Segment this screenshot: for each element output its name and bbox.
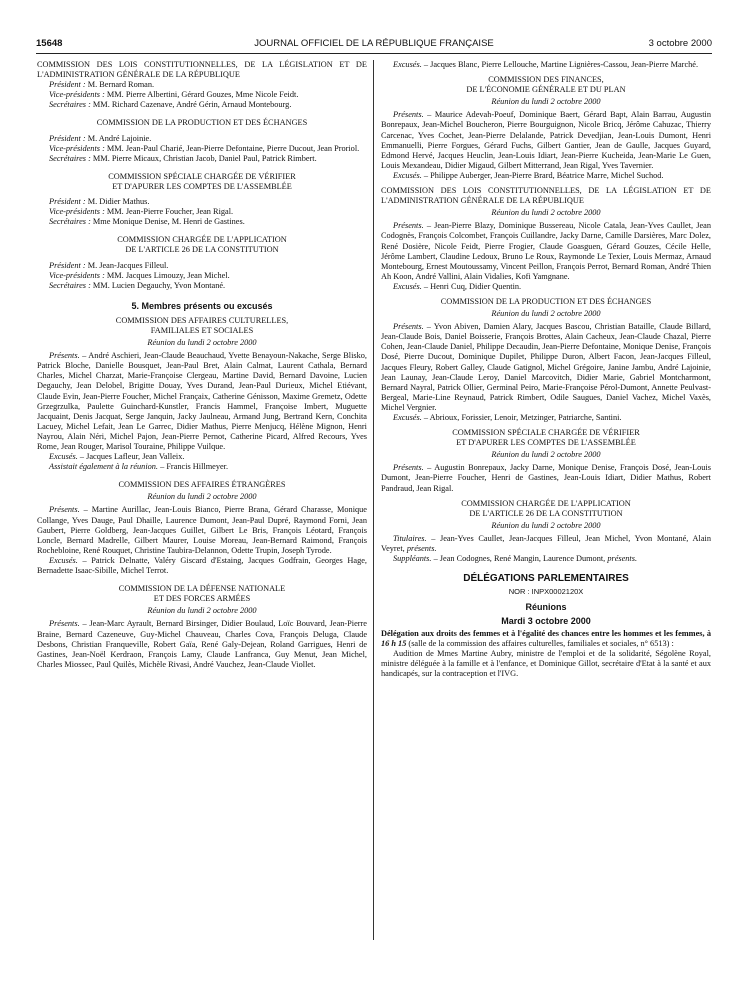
meeting-date: Réunion du lundi 2 octobre 2000 [491,520,601,530]
present-list: Présents. – Maurice Adevah-Poeuf, Dominique Baert, Gérard Bapt, Alain Barrau, Augustin Bonrepaux, Jean-Michel Boucheron, Pierre Bourguignon, Nicole Bricq, Jérôme Cahuzac, Thierry Carcenac, Yves Cochet, Jean-Pierre Delalande, Patrick Devedjian, Jean-Louis Dumont, Henri Emmanuelli, Pierre Forgues, Gérard Fuchs, Gilbert Gantier, Jean de Gaulle, Jacques Guyard, Edmond Hervé, Jacques Heuclin, Jean-Louis Idiart, Jean-Pierre Kucheida, Jean-Marie Le Guen, Louis Mexandeau, Didier Migaud, Gilbert Mitterrand, Jean Rigal, Yves Tavernier. [381,110,711,170]
delegation-entry: Délégation aux droits des femmes et à l'égalité des chances entre les hommes et les femmes, à 16 h 15 (salle de la commission des affaires culturelles, familiales et sociales, n° 6513) : [381,628,711,648]
section-title: COMMISSION DE LA DÉFENSE NATIONALE [118,584,286,594]
date-heading: Mardi 3 octobre 2000 [501,615,591,626]
meeting-date: Réunion du lundi 2 octobre 2000 [491,450,601,460]
titulaires-list: Titulaires. – Jean-Yves Caullet, Jean-Jacques Filleul, Jean Michel, Yvon Montané, Alain Veyret, présents. [381,533,711,554]
president-line: Président : M. André Lajoinie. [49,133,152,143]
suppleants-list: Suppléants. – Jean Codognes, René Mangin, Laurence Dumont, présents. [393,554,638,564]
vice-presidents-line: Vice-présidents : MM. Jacques Limouzy, Jean Michel. [49,270,230,280]
section-title: COMMISSION DE LA PRODUCTION ET DES ÉCHANGES [96,118,308,128]
present-list: Présents. – Augustin Bonrepaux, Jacky Darne, Monique Denise, François Dosé, Jean-Louis Dumont, Jean-Pierre Foucher, Henri de Gastines, Jean-Louis Idiart, Didier Mathus, Robert Pandraud, Jean Rigal. [381,463,711,493]
left-column [37,60,367,670]
section-title: COMMISSION CHARGÉE DE L'APPLICATION [117,235,287,245]
nor-reference: NOR : INPX0002120X [508,587,584,597]
section-title: DE L'ARTICLE 26 DE LA CONSTITUTION [125,245,279,255]
section-title: COMMISSION SPÉCIALE CHARGÉE DE VÉRIFIER [452,428,640,438]
section-title: COMMISSION DES LOIS CONSTITUTIONNELLES, DE LA LÉGISLATION ET DE L'ADMINISTRATION GÉNÉRALE DE LA RÉPUBLIQUE [37,60,367,80]
section-title: COMMISSION SPÉCIALE CHARGÉE DE VÉRIFIER [108,171,296,181]
vice-presidents-line: Vice-présidents : MM. Jean-Pierre Foucher, Jean Rigal. [49,207,234,217]
section-title: COMMISSION DES FINANCES, [488,75,604,85]
section-title: COMMISSION DE LA PRODUCTION ET DES ÉCHANGES [440,296,652,306]
excused-list: Excusés. – Philippe Auberger, Jean-Pierre Brard, Béatrice Marre, Michel Suchod. [393,170,664,180]
section-title: COMMISSION DES LOIS CONSTITUTIONNELLES, DE LA LÉGISLATION ET DE L'ADMINISTRATION GÉNÉRALE DE LA RÉPUBLIQUE [381,186,711,206]
page-number: 15648 [36,38,63,49]
also-attending: Assistait également à la réunion. – Francis Hillmeyer. [49,462,229,472]
meeting-date: Réunion du lundi 2 octobre 2000 [491,97,601,107]
section-title: ET D'APURER LES COMPTES DE L'ASSEMBLÉE [456,438,636,448]
secretaries-line: Secrétaires : Mme Monique Denise, M. Henri de Gastines. [49,217,245,227]
president-line: Président : M. Didier Mathus. [49,197,150,207]
reunions-heading: Réunions [525,602,567,613]
section-title: COMMISSION DES AFFAIRES CULTURELLES, [115,315,289,325]
right-column [381,60,711,679]
section-title: FAMILIALES ET SOCIALES [150,325,254,335]
present-list: Présents. – Jean-Pierre Blazy, Dominique Bussereau, Nicole Catala, Jean-Yves Caullet, Jean Codognès, François Colcombet, François Cuillandre, Jacky Darne, Camille Darsières, Marc Dolez, René Dosière, Nicole Feidt, Pierre Frogier, Claude Goasguen, Gérard Gouzes, Cécile Helle, Jérôme Lambert, Claudine Ledoux, Bruno Le Roux, Raymonde Le Texier, Louis Mermaz, Arnaud Montebourg, Ernest Moutoussamy, Vincent Peillon, François Perrot, Bernard Roman, André Thien Ah Koon, André Vallini, Alain Vidalies, Kofi Yamgnane. [381,221,711,281]
excused-list: Excusés. – Jacques Lafleur, Jean Valleix. [49,452,185,462]
section-title: COMMISSION CHARGÉE DE L'APPLICATION [461,498,631,508]
present-list: Présents. – Yvon Abiven, Damien Alary, Jacques Bascou, Christian Bataille, Claude Billard, Jean-Claude Bois, Daniel Boisserie, François Brottes, Alain Cacheux, Jean-Claude Chazal, Pierre Cohen, Jean-Claude Daniel, Philippe Decaudin, Jean-Pierre Defontaine, Monique Denise, François Dosé, Pierre Ducout, Dominique Dupilet, Philippe Duron, Albert Facon, Jean-Jacques Filleul, Jacques Fleury, Robert Galley, Claude Gatignol, Michel Grégoire, Janine Jambu, André Lajoinie, Jean Launay, Jean-Claude Leroy, Daniel Marcovitch, Didier Marie, Gabriel Montcharmont, Bernard Nayral, Patrick Ollier, Germinal Peiro, Marie-Françoise Pérol-Dumont, Annette Peulvast-Bergeal, Marie-Line Reynaud, Patrick Rimbert, Odile Saugues, Daniel Vachez, Michel Vaxès, Michel Vergnier. [381,322,711,412]
excused-list: Excusés. – Henri Cuq, Didier Quentin. [393,281,522,291]
excused-list: Excusés. – Abrioux, Forissier, Lenoir, Metzinger, Patriarche, Santini. [393,413,622,422]
secretaries-line: Secrétaires : MM. Lucien Degauchy, Yvon Montané. [49,280,226,290]
section-title: ET D'APURER LES COMPTES DE L'ASSEMBLÉE [112,181,292,191]
header-rule [36,53,712,54]
page-header [36,38,712,52]
present-list: Présents. – Martine Aurillac, Jean-Louis Bianco, Pierre Brana, Gérard Charasse, Monique Collange, Yves Dauge, Paul Dhaille, Laurence Dumont, Jean-Paul Dupré, Raymond Forni, Jean Gaubert, Pierre Goldberg, Jean-Jacques Guillet, Gilbert Le Bris, François Léotard, François Loncle, Bernard Madrelle, Gilbert Maurer, Louise Moreau, Jean-Bernard Raimond, François Rochebloine, René Rouquet, Christine Taubira-Delannon, Odette Trupin, Joseph Tyrode. [37,505,367,555]
section-title: COMMISSION DES AFFAIRES ÉTRANGÈRES [118,480,286,490]
secretaries-line: Secrétaires : MM. Pierre Micaux, Christian Jacob, Daniel Paul, Patrick Rimbert. [49,153,317,163]
secretaries-line: Secrétaires : MM. Richard Cazenave, André Gérin, Arnaud Montebourg. [49,100,292,110]
meeting-date: Réunion du lundi 2 octobre 2000 [491,309,601,319]
delegations-heading: DÉLÉGATIONS PARLEMENTAIRES [463,573,629,585]
excused-list: Excusés. – Jacques Blanc, Pierre Lellouche, Martine Lignières-Cassou, Jean-Pierre Marché. [393,60,699,69]
issue-date: 3 octobre 2000 [648,38,712,49]
meeting-date: Réunion du lundi 2 octobre 2000 [147,492,257,502]
vice-presidents-line: Vice-présidents : MM. Jean-Paul Charié, Jean-Pierre Defontaine, Pierre Ducout, Jean Proriol. [49,143,360,153]
section-title: DE L'ARTICLE 26 DE LA CONSTITUTION [469,508,623,518]
present-list: Présents. – Jean-Marc Ayrault, Bernard Birsinger, Didier Boulaud, Loïc Bouvard, Jean-Pierre Braine, Bernard Cazeneuve, Guy-Michel Chauveau, Charles Cova, François Deluga, Claude Desbons, Christian Franqueville, Robert Gaïa, René Galy-Dejean, Roland Garrigues, Henri de Gastines, Jean-Noël Kerdraon, François Lamy, Claude Lanfranca, Guy Menut, Jean Michel, Charles Miossec, Paul Quilès, Michèle Rivasi, André Vauchez, Jean-Claude Viollet. [37,619,367,669]
column-divider [373,60,374,940]
section-title: ET DES FORCES ARMÉES [153,594,251,604]
section-title: DE L'ÉCONOMIE GÉNÉRALE ET DU PLAN [466,85,626,95]
vice-presidents-line: Vice-présidents : MM. Pierre Albertini, Gérard Gouzes, Mme Nicole Feidt. [49,90,299,100]
section-heading: 5. Membres présents ou excusés [131,300,273,311]
journal-title: JOURNAL OFFICIEL DE LA RÉPUBLIQUE FRANÇAISE [254,38,494,49]
meeting-date: Réunion du lundi 2 octobre 2000 [147,606,257,616]
delegation-body: Audition de Mmes Martine Aubry, ministre de l'emploi et de la solidarité, Ségolène Royal, ministre déléguée à la famille et à l'enfance, et Dominique Gillot, secrétaire d'Etat à la santé et aux handicapés, sur la contraception et l'IVG. [381,648,711,678]
president-line: Président : M. Bernard Roman. [49,80,155,90]
president-line: Président : M. Jean-Jacques Filleul. [49,260,169,270]
meeting-date: Réunion du lundi 2 octobre 2000 [147,338,257,348]
meeting-date: Réunion du lundi 2 octobre 2000 [491,208,601,218]
present-list: Présents. – André Aschieri, Jean-Claude Beauchaud, Yvette Benayoun-Nakache, Serge Blisko, Patrick Bloche, Danielle Bousquet, Jean-Paul Bret, Alain Calmat, Laurent Cathala, Bernard Charles, Michel Charzat, Marie-Françoise Clergeau, Martine David, Bernard Davoine, Lucien Degauchy, Jean Delobel, Brigitte Douay, Yves Durand, Jean-Paul Durieux, Michel Etiévant, Claude Evin, Jean-Pierre Foucher, Michel Françaix, Catherine Génisson, Maxime Gremetz, Odette Grzegrzulka, Paulette Guinchard-Kunstler, Francis Hammel, Françoise Imbert, Muguette Jacquaint, Denis Jacquat, Serge Janquin, Jacky Jaulneau, Armand Jung, Bertrand Kern, Conchita Lacuey, Michel Lefait, Jean Le Garrec, Didier Mathus, Pierre Menjucq, Hélène Mignon, Henri Nayrou, Alain Néri, Michel Pajon, Jean-Pierre Pernot, Catherine Picard, Alfred Recours, Yves Rome, Jean Rouger, Marisol Touraine, Philippe Vuilque. [37,351,367,451]
excused-list: Excusés. – Patrick Delnatte, Valéry Giscard d'Estaing, Jacques Godfrain, Georges Hage, Bernadette Isaac-Sibille, Michel Terrot. [37,555,367,576]
